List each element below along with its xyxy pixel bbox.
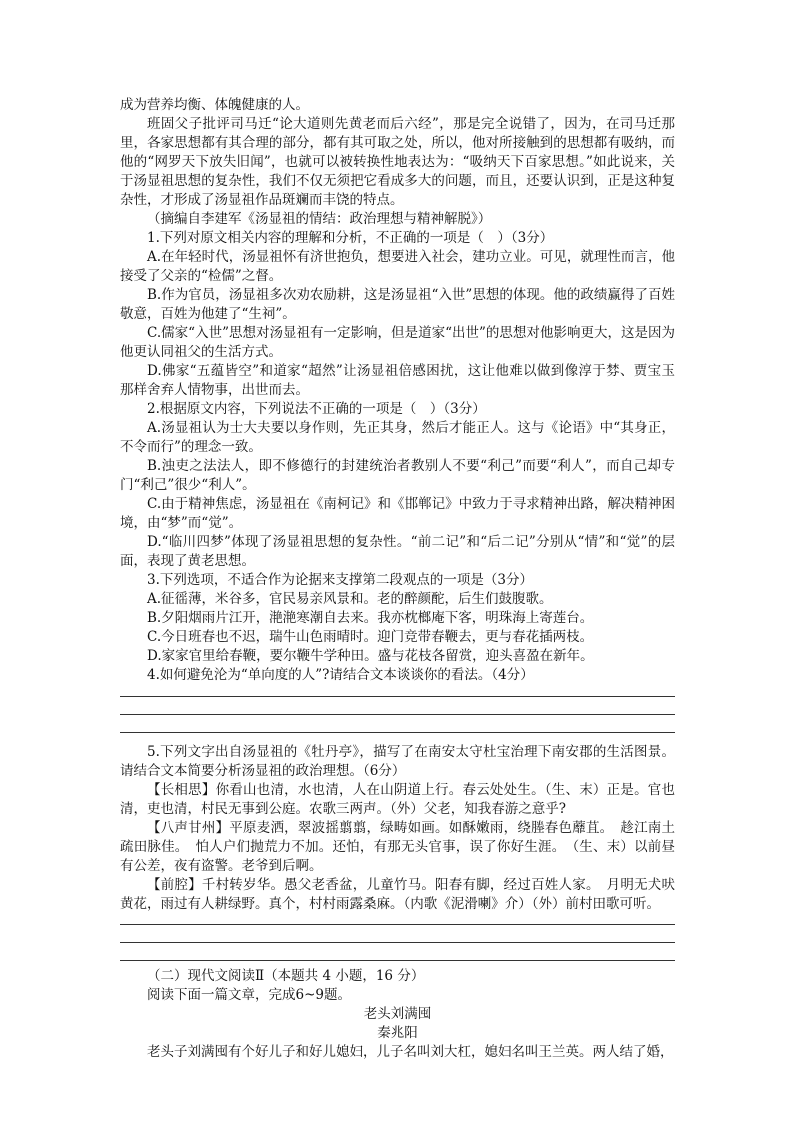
document-page <box>120 96 675 1062</box>
question-5-song-2: 【八声甘州】平原麦洒，翠波摇翦翦，绿畴如画。如酥嫩雨，绕塍春色蘼苴。 趁江南土疏田脉佳。 怕人户们抛荒力不加。还怕，有那无头官事，误了你好生涯。 （生、末）以前昼有公差，夜有盗警。老爷到后啊。 <box>120 820 675 874</box>
question-2-option-d: D.“临川四梦”体现了汤显祖思想的复杂性。“前二记”和“后二记”分别从“情”和“觉”的层面，表现了黄老思想。 <box>120 534 675 569</box>
article-first-paragraph: 老头子刘满囤有个好儿子和好儿媳妇，儿子名叫刘大杠，媳妇名叫王兰英。两人结了婚， <box>147 1044 674 1060</box>
question-1-option-a: A.在年轻时代，汤显祖怀有济世抱负，想要进入社会，建功立业。可见，就理性而言，他接受了父亲的“检儒”之督。 <box>120 249 675 284</box>
section-instruction: 阅读下面一篇文章，完成6~9题。 <box>147 987 351 1003</box>
question-3-option-c: C.今日班春也不迟，瑞牛山色雨晴时。迎门竞带春鞭去，更与春花插两枝。 <box>147 629 594 645</box>
question-2-stem: 2.根据原文内容，下列说法不正确的一项是（ ）（3分） <box>147 401 486 417</box>
question-1-option-d: D.佛家“五蕴皆空”和道家“超然”让汤显祖倍感困扰，这让他难以做到像淳于棼、贾宝玉那样舍弃人情物事，出世而去。 <box>120 363 675 398</box>
article-title: 老头刘满囤 <box>363 1006 432 1022</box>
question-5-song-3: 【前腔】千村转岁华。愚父老香盆，儿童竹马。阳春有脚，经过百姓人家。 月明无犬吠黄花，雨过有人耕绿野。真个，村村雨露桑麻。（内歌《泥滑喇》介）（外）前村田歌可听。 <box>120 877 675 912</box>
question-1-stem: 1.下列对原文相关内容的理解和分析，不正确的一项是（ ）（3分） <box>147 230 554 246</box>
paragraph-continuation: 成为营养均衡、体魄健康的人。 <box>120 97 309 113</box>
question-3-option-b: B.夕阳烟雨片江开，滟滟寒潮自去来。我亦枕榔庵下客，明珠海上寄莲台。 <box>147 610 594 626</box>
article-author: 秦兆阳 <box>377 1025 418 1041</box>
source-note: （摘编自李建军《汤显祖的情结：政治理想与精神解脱》） <box>147 211 492 227</box>
question-1-option-c: C.儒家“入世”思想对汤显祖有一定影响，但是道家“出世”的思想对他影响更大，这是因为他更认同祖父的生活方式。 <box>120 325 675 360</box>
section-heading: （二）现代文阅读Ⅱ（本题共 4 小题，16 分） <box>147 968 425 984</box>
paragraph-main: 班固父子批评司马迁“论大道则先黄老而后六经”，那是完全说错了，因为，在司马迁那里，各家思想都有其合理的部分，都有其可取之处，所以，他对所接触到的思想都有吸纳，而他的“网罗天下放失旧闻”，也就可以被转换性地表达为：“吸纳天下百家思想。”如此说来，关于汤显祖思想的复杂性，我们不仅无须把它看成多大的问题，而且，还要认识到，正是这种复杂性，才形成了汤显祖作品斑斓而丰饶的特点。 <box>120 116 675 208</box>
question-5-song-1: 【长相思】你看山也清，水也清，人在山阴道上行。春云处处生。（生、末）正是。官也清，吏也清，村民无事到公庭。农歌三两声。（外）父老，知我春游之意乎? <box>120 782 675 817</box>
question-3-option-d: D.家家官里给春鞭，要尔鞭牛学种田。盛与花枝各留赏，迎头喜盈在新年。 <box>147 648 594 664</box>
question-3-option-a: A.征徭薄，米谷多，官民易亲风景和。老的醉颜酡，后生们鼓腹歌。 <box>147 591 553 607</box>
question-2-option-c: C.由于精神焦虑，汤显祖在《南柯记》和《邯郸记》中致力于寻求精神出路，解决精神困境，由“梦”而“觉”。 <box>120 496 675 531</box>
question-4: 4.如何避免沦为“单向度的人”?请结合文本谈谈你的看法。（4分） <box>147 667 534 683</box>
question-2-option-b: B.浊吏之法法人，即不修德行的封建统治者教别人不要“利己”而要“利人”，而自己却专门“利己”很少“利人”。 <box>120 458 675 493</box>
question-1-option-b: B.作为官员，汤显祖多次劝农励耕，这是汤显祖“入世”思想的体现。他的政绩赢得了百姓敬意，百姓为他建了“生祠”。 <box>120 287 675 322</box>
question-5-stem: 5.下列文字出自汤显祖的《牡丹亭》，描写了在南安太守杜宝治理下南安郡的生活图景。请结合文本简要分析汤显祖的政治理想。（6分） <box>120 744 675 779</box>
question-3-stem: 3.下列选项，不适合作为论据来支撑第二段观点的一项是（3分） <box>147 572 533 588</box>
question-2-option-a: A.汤显祖认为士大夫要以身作则，先正其身，然后才能正人。这与《论语》中“其身正，不令而行”的理念一致。 <box>120 420 675 455</box>
